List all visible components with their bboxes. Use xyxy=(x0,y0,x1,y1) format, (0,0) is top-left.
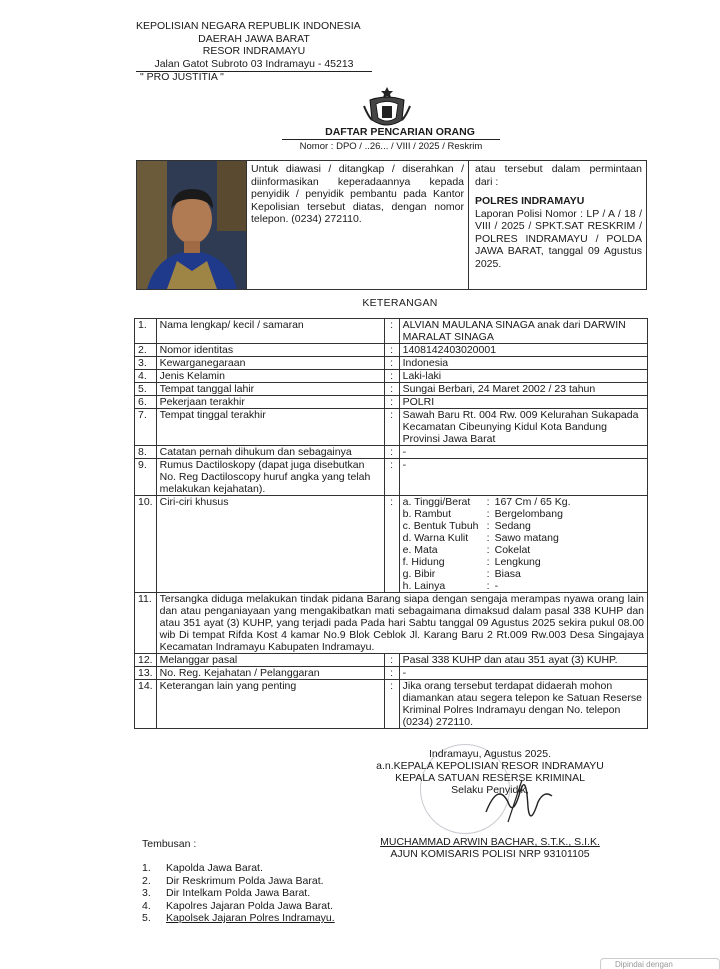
row-text: Tersangka diduga melakukan tindak pidana Barang siapa dengan sengaja merampas nyawa orang lain dan atau penganiayaan yang mengakibatkan mati sebagaimana dimaksud dalam pasal 338 KUHP dan atau 351 ayat (3) KUHP, yang terjadi pada Pada hari Sabtu tanggal 09 Agustus 2025 sekira pukul 08.00 wib Di tempat Rifda Kost 4 kamar No.9 Blok Ceblok Jl. Karang Baru 2 Rt.009 Rw.003 Desa Singajaya Kecamatan Indramayu Kabupaten Indramayu. xyxy=(156,593,647,654)
letterhead-line-3: RESOR INDRAMAYU xyxy=(202,45,306,57)
row-number: 12. xyxy=(135,654,157,667)
row-number: 2. xyxy=(135,344,157,357)
ciri-sep: : xyxy=(486,580,490,592)
row-label: Keterangan lain yang penting xyxy=(156,680,384,729)
letterhead-line-1: KEPOLISIAN NEGARA REPUBLIK INDONESIA xyxy=(136,20,361,32)
list-item-text: Kapolres Jajaran Polda Jawa Barat. xyxy=(166,899,333,912)
ciri-key: h. Lainya xyxy=(402,580,446,592)
sign-line-1: a.n.KEPALA KEPOLISIAN RESOR INDRAMAYU xyxy=(376,760,604,772)
sign-line-2: KEPALA SATUAN RESERSE KRIMINAL xyxy=(395,772,585,784)
scanner-watermark: Dipindai dengan xyxy=(600,958,720,969)
row-colon: : xyxy=(384,680,399,729)
list-item xyxy=(142,875,335,888)
row-number: 9. xyxy=(135,459,157,496)
table-row xyxy=(135,446,648,459)
row-colon: : xyxy=(384,446,399,459)
row-label: Jenis Kelamin xyxy=(156,370,384,383)
row-value: - xyxy=(399,459,647,496)
table-row xyxy=(135,370,648,383)
ciri-sep: : xyxy=(486,532,490,544)
row-number: 6. xyxy=(135,396,157,409)
table-row xyxy=(135,667,648,680)
ciri-list xyxy=(399,496,647,593)
row-colon: : xyxy=(384,496,399,593)
section-title: KETERANGAN xyxy=(362,297,438,309)
table-row xyxy=(135,496,648,593)
row-colon: : xyxy=(384,396,399,409)
row-label: Ciri-ciri khusus xyxy=(156,496,384,593)
row-number: 14. xyxy=(135,680,157,729)
request-lead: atau tersebut dalam permintaan dari : xyxy=(475,163,642,188)
letterhead-line-2: DAERAH JAWA BARAT xyxy=(198,32,310,45)
list-item-text: Dir Reskrimum Polda Jawa Barat. xyxy=(166,874,324,887)
row-number: 8. xyxy=(135,446,157,459)
ciri-sep: : xyxy=(486,508,490,520)
row-value: ALVIAN MAULANA SINAGA anak dari DARWIN MARALAT SINAGA xyxy=(399,319,647,344)
list-item-text: Dir Intelkam Polda Jawa Barat. xyxy=(166,887,311,899)
ciri-sep: : xyxy=(486,556,490,568)
table-row xyxy=(135,654,648,667)
table-row xyxy=(135,680,648,729)
table-row xyxy=(135,459,648,496)
ciri-val: Sawo matang xyxy=(494,532,559,544)
police-emblem-icon xyxy=(362,86,412,130)
list-item-number: 2. xyxy=(142,874,151,887)
request-report: Laporan Polisi Nomor : LP / A / 18 / VIII / 2025 / SPKT.SAT RESKRIM / POLRES INDRAMAYU / POLDA JAWA BARAT, tanggal 09 Agustus 2025. xyxy=(475,207,642,270)
ciri-key: d. Warna Kulit xyxy=(402,532,469,544)
row-colon: : xyxy=(384,667,399,680)
ciri-key: b. Rambut xyxy=(402,508,452,520)
sign-line-3: Selaku Penyidik, xyxy=(451,784,529,796)
row-value: Laki-laki xyxy=(399,370,647,383)
list-item-number: 4. xyxy=(142,899,151,912)
row-value: POLRI xyxy=(399,396,647,409)
row-value: Pasal 338 KUHP dan atau 351 ayat (3) KUHP. xyxy=(399,654,647,667)
row-label: Nama lengkap/ kecil / samaran xyxy=(156,319,384,344)
list-item-number: 5. xyxy=(142,912,151,924)
table-row xyxy=(135,409,648,446)
row-label: Pekerjaan terakhir xyxy=(156,396,384,409)
row-label: Rumus Dactiloskopy (dapat juga disebutkan No. Reg Dactiloscopy huruf angka yang telah melakukan kejahatan). xyxy=(156,459,384,496)
suspect-photo xyxy=(137,161,247,289)
photo-intro-box xyxy=(136,160,647,290)
ciri-key: c. Bentuk Tubuh xyxy=(402,520,479,532)
request-block xyxy=(469,161,646,289)
ciri-sep: : xyxy=(486,544,490,556)
document-title: DAFTAR PENCARIAN ORANG xyxy=(325,126,475,138)
row-value: - xyxy=(399,667,647,680)
row-label: Kewarganegaraan xyxy=(156,357,384,370)
list-item xyxy=(142,862,335,875)
ciri-sep: : xyxy=(486,520,490,532)
ciri-key: f. Hidung xyxy=(402,556,445,568)
tembusan-title: Tembusan : xyxy=(142,838,197,850)
info-table xyxy=(134,318,648,729)
suspect-photo-image xyxy=(137,161,247,289)
ciri-key: e. Mata xyxy=(402,544,438,556)
list-item-text: Kapolsek Jajaran Polres Indramayu. xyxy=(166,912,335,924)
row-colon: : xyxy=(384,654,399,667)
table-row xyxy=(135,396,648,409)
ciri-key: a. Tinggi/Berat xyxy=(402,496,471,508)
row-value: - xyxy=(399,446,647,459)
request-polres: POLRES INDRAMAYU xyxy=(475,195,585,207)
row-number: 7. xyxy=(135,409,157,446)
row-number: 1. xyxy=(135,319,157,344)
row-number: 11. xyxy=(135,593,157,654)
table-row xyxy=(135,383,648,396)
pro-justitia: " PRO JUSTITIA " xyxy=(140,71,224,83)
intro-text: Untuk diawasi / ditangkap / diserahkan / diinformasikan keperadaannya kepada penyidik / penyidik pembantu pada Kantor Kepolisian tersebut diatas, dengan nomor telepon. (0234) 272110. xyxy=(247,161,469,289)
sign-place-date: Indramayu, Agustus 2025. xyxy=(429,748,551,760)
row-number: 4. xyxy=(135,370,157,383)
ciri-sep: : xyxy=(486,496,490,508)
row-label: Tempat tanggal lahir xyxy=(156,383,384,396)
table-row xyxy=(135,593,648,654)
ciri-val: - xyxy=(494,580,499,592)
row-number: 3. xyxy=(135,357,157,370)
table-row xyxy=(135,357,648,370)
sign-name: MUCHAMMAD ARWIN BACHAR, S.T.K., S.I.K. xyxy=(380,836,600,848)
letterhead xyxy=(136,20,372,72)
row-value: 1408142403020001 xyxy=(399,344,647,357)
ciri-val: 167 Cm / 65 Kg. xyxy=(494,496,571,508)
letterhead-address: Jalan Gatot Subroto 03 Indramayu - 45213 xyxy=(136,58,372,73)
row-colon: : xyxy=(384,370,399,383)
list-item-number: 1. xyxy=(142,862,151,874)
row-label: Melanggar pasal xyxy=(156,654,384,667)
ciri-val: Cokelat xyxy=(494,544,531,556)
list-item-number: 3. xyxy=(142,887,151,899)
table-row xyxy=(135,344,648,357)
row-colon: : xyxy=(384,344,399,357)
document-number: Nomor : DPO / ..26... / VIII / 2025 / Reskrim xyxy=(282,139,500,152)
row-value: Sungai Berbari, 24 Maret 2002 / 23 tahun xyxy=(399,383,647,396)
row-colon: : xyxy=(384,459,399,496)
table-row xyxy=(135,319,648,344)
ciri-val: Biasa xyxy=(494,568,521,580)
signature-block xyxy=(360,748,620,860)
row-value: Sawah Baru Rt. 004 Rw. 009 Kelurahan Sukapada Kecamatan Cibeunying Kidul Kota Bandung Provinsi Jawa Barat xyxy=(399,409,647,446)
row-label: Tempat tinggal terakhir xyxy=(156,409,384,446)
list-item-text: Kapolda Jawa Barat. xyxy=(166,862,263,874)
row-label: No. Reg. Kejahatan / Pelanggaran xyxy=(156,667,384,680)
ciri-key: g. Bibir xyxy=(402,568,436,580)
list-item xyxy=(142,900,335,913)
row-colon: : xyxy=(384,319,399,344)
row-label: Catatan pernah dihukum dan sebagainya xyxy=(156,446,384,459)
row-number: 13. xyxy=(135,667,157,680)
ciri-val: Sedang xyxy=(494,520,531,532)
row-number: 10. xyxy=(135,496,157,593)
row-colon: : xyxy=(384,409,399,446)
list-item xyxy=(142,912,335,925)
row-number: 5. xyxy=(135,383,157,396)
row-colon: : xyxy=(384,383,399,396)
list-item xyxy=(142,887,335,900)
ciri-val: Lengkung xyxy=(494,556,541,568)
tembusan-list xyxy=(142,862,335,925)
row-label: Nomor identitas xyxy=(156,344,384,357)
row-value: Jika orang tersebut terdapat didaerah mohon diamankan atau segera telepon ke Satuan Reserse Kriminal Polres Indramayu dengan No. telepon (0234) 272110. xyxy=(399,680,647,729)
row-value: Indonesia xyxy=(399,357,647,370)
sign-rank: AJUN KOMISARIS POLISI NRP 93101105 xyxy=(390,848,590,860)
ciri-sep: : xyxy=(486,568,490,580)
row-colon: : xyxy=(384,357,399,370)
ciri-val: Bergelombang xyxy=(494,508,563,520)
